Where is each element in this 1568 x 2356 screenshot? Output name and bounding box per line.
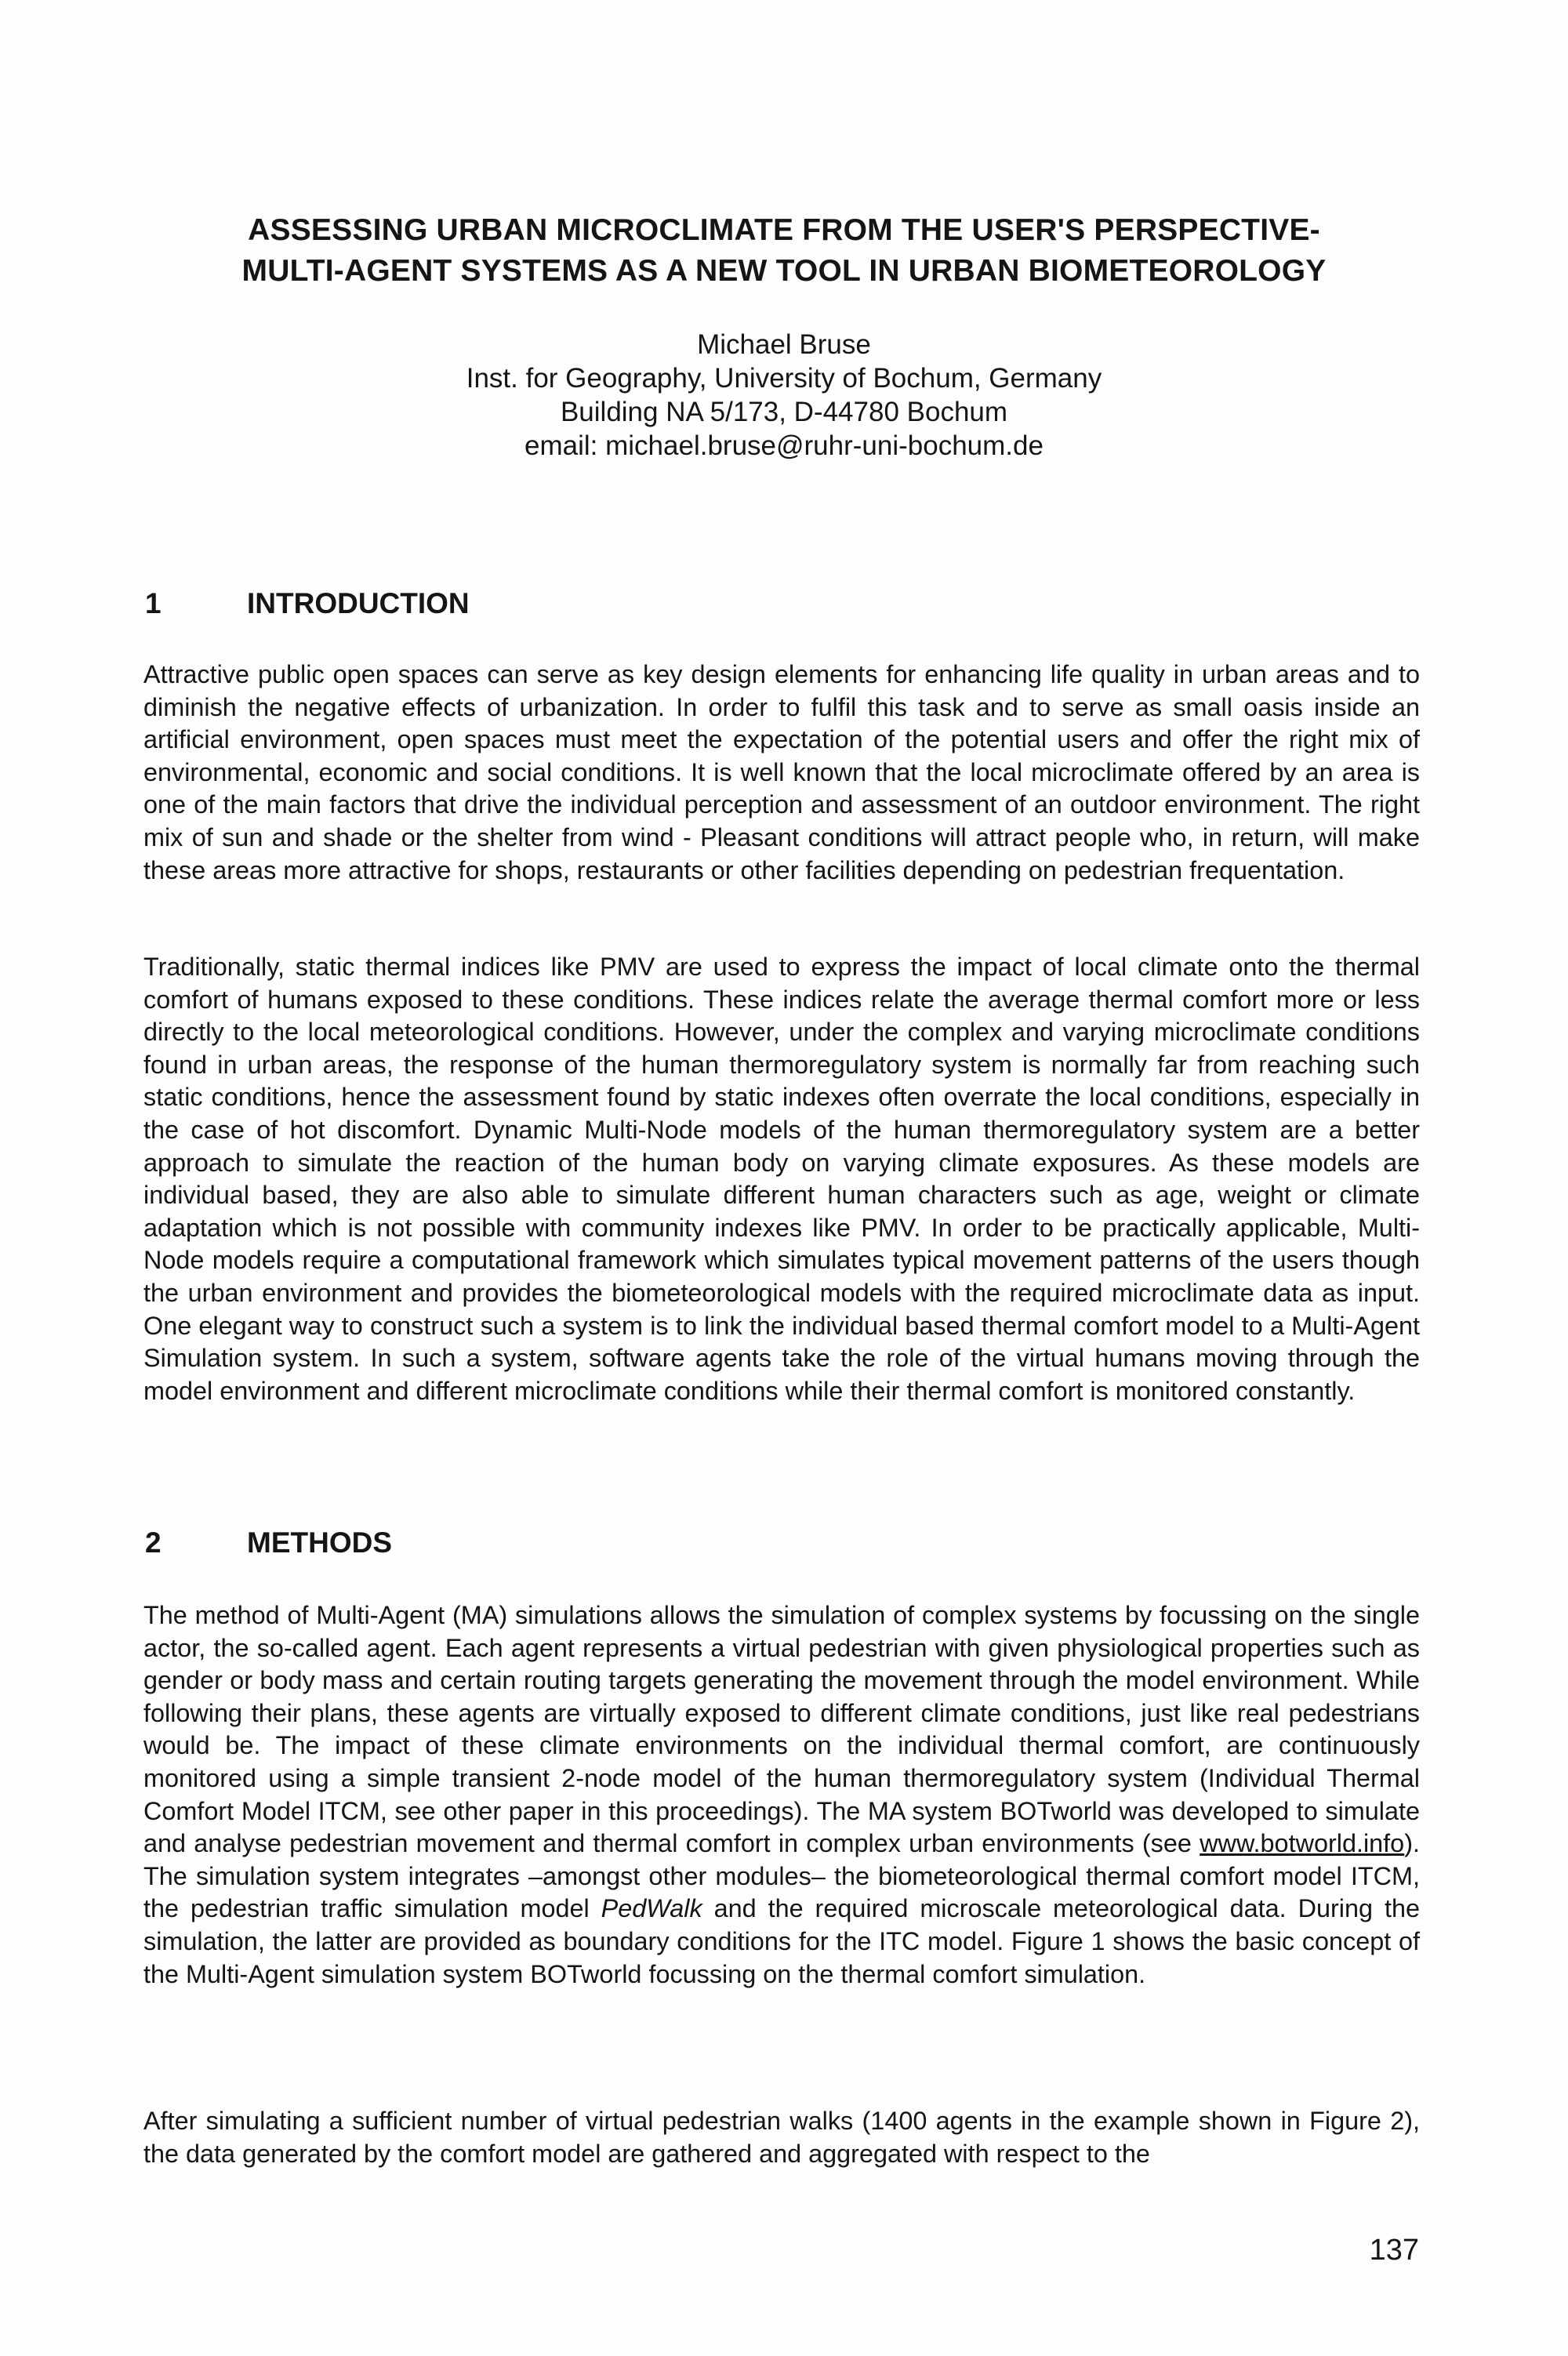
botworld-link[interactable]: www.botworld.info (1200, 1829, 1405, 1858)
author-affiliation: Inst. for Geography, University of Bochum, Germany (466, 363, 1102, 394)
methods-text-part-1: The method of Multi-Agent (MA) simulations allows the simulation of complex systems by focussing on the single actor, the so-called agent. Each agent represents a virtual pedestrian with given physiological properties such as gender or body mass and certain routing targets generating the movement through the model environment. While following their plans, these agents are virtually exposed to different climate conditions, just like real pedestrians would be. The impact of these climate environments on the individual thermal comfort, are continuously monitored using a simple transient 2-node model of the human thermoregulatory system (Individual Thermal Comfort Model ITCM, see other paper in this proceedings). The MA system BOTworld was developed to simulate and analyse pedestrian movement and thermal comfort in complex urban environments (see (143, 1601, 1420, 1858)
section-title: METHODS (247, 1526, 392, 1559)
author-email: email: michael.bruse@ruhr-uni-bochum.de (524, 430, 1044, 461)
section-heading-introduction (145, 586, 470, 621)
methods-paragraph-1 (143, 1599, 1420, 1991)
section-number: 1 (145, 587, 162, 619)
author-block (235, 328, 1333, 463)
author-name: Michael Bruse (697, 329, 871, 360)
title-line-2: MULTI-AGENT SYSTEMS AS A NEW TOOL IN URBAN BIOMETEOROLOGY (241, 254, 1327, 288)
paper-title (141, 210, 1427, 292)
page-number: 137 (1369, 2234, 1419, 2267)
section-title: INTRODUCTION (247, 587, 470, 619)
author-address: Building NA 5/173, D-44780 Bochum (560, 397, 1008, 427)
pedwalk-model-name: PedWalk (601, 1894, 702, 1923)
methods-text-part-2: ). The simulation system integrates –amongst other modules– the biometeorological thermal comfort model ITCM, the pedestrian traffic simulation model (143, 1829, 1420, 1923)
introduction-paragraph-2: Traditionally, static thermal indices like PMV are used to express the impact of local climate onto the thermal comfort of humans exposed to these conditions. These indices relate the average thermal comfort more or less directly to the local meteorological conditions. However, under the complex and varying microclimate conditions found in urban areas, the response of the human thermoregulatory system is normally far from reaching such static conditions, hence the assessment found by static indexes often overrate the local conditions, especially in the case of hot discomfort. Dynamic Multi-Node models of the human thermoregulatory system are a better approach to simulate the reaction of the human body on varying climate exposures. As these models are individual based, they are also able to simulate different human characters such as age, weight or climate adaptation which is not possible with community indexes like PMV. In order to be practically applicable, Multi-Node models require a computational framework which simulates typical movement patterns of the users though the urban environment and provides the biometeorological models with the required microclimate data as input. One elegant way to construct such a system is to link the individual based thermal comfort model to a Multi-Agent Simulation system. In such a system, software agents take the role of the virtual humans moving through the model environment and different microclimate conditions while their thermal comfort is monitored constantly. (143, 953, 1420, 1405)
title-line-1: ASSESSING URBAN MICROCLIMATE FROM THE USER'S PERSPECTIVE- (248, 213, 1320, 247)
introduction-paragraph-1: Attractive public open spaces can serve as key design elements for enhancing life quality in urban areas and to diminish the negative effects of urbanization. In order to fulfil this task and to serve as small oasis inside an artificial environment, open spaces must meet the expectation of the potential users and offer the right mix of environmental, economic and social conditions. It is well known that the local microclimate offered by an area is one of the main factors that drive the individual perception and assessment of an outdoor environment. The right mix of sun and shade or the shelter from wind - Pleasant conditions will attract people who, in return, will make these areas more attractive for shops, restaurants or other facilities depending on pedestrian frequentation. (143, 660, 1420, 884)
methods-text-part-3: and the required microscale meteorological data. During the simulation, the latter are provided as boundary conditions for the ITC model. Figure 1 shows the basic concept of the Multi-Agent simulation system BOTworld focussing on the thermal comfort simulation. (143, 1894, 1420, 1988)
methods-paragraph-2: After simulating a sufficient number of virtual pedestrian walks (1400 agents in the example shown in Figure 2), the data generated by the comfort model are gathered and aggregated with respect to the (143, 2107, 1420, 2168)
section-number: 2 (145, 1526, 162, 1559)
section-heading-methods (145, 1526, 392, 1560)
